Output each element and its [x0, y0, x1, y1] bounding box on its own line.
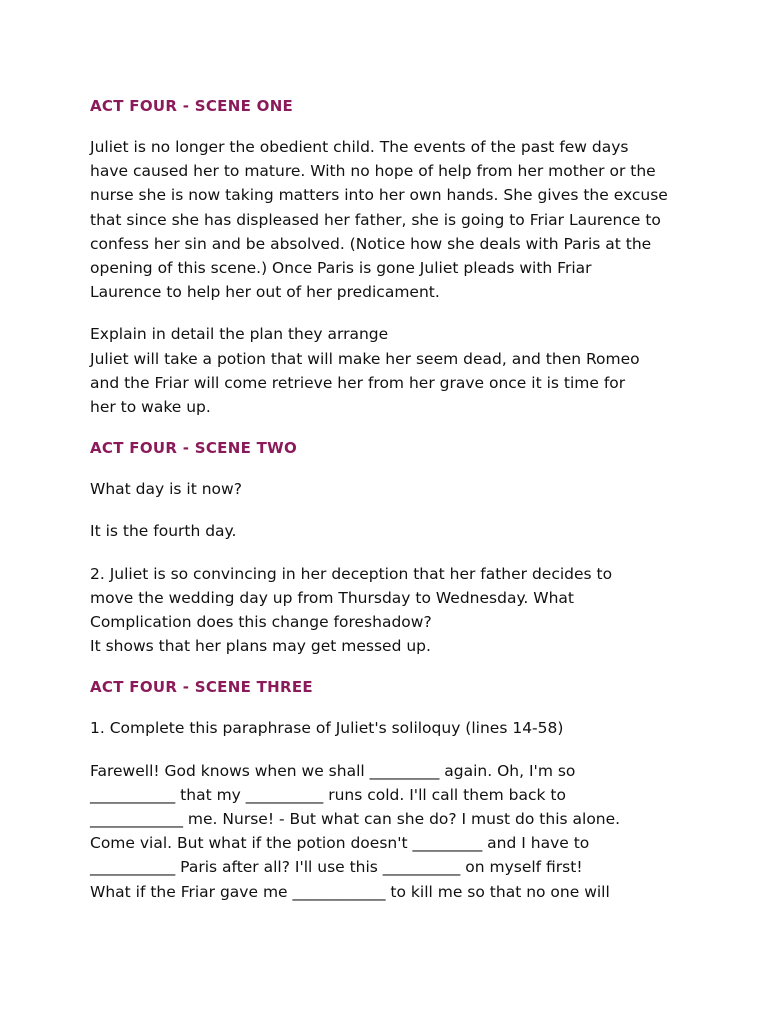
document-page: [90, 94, 690, 904]
act4-scene1-answer: Juliet will take a potion that will make her seem dead, and then Romeo and the Friar will come retrieve her from her grave once it is time for her to wake up.: [90, 349, 640, 417]
act4-scene1-heading: ACT FOUR - SCENE ONE: [90, 97, 294, 115]
act4-scene3-paraphrase: Farewell! God knows when we shall _________ again. Oh, I'm so ___________ that my __________ runs cold. I'll call them back to ____________ me. Nurse! - But what can she do? I must do this alone. Come vial. But what if the potion doesn't _________ and I have to ___________ Paris after all? I'll use this __________ on myself first! What if the Friar gave me ____________ to kill me so that no one will: [90, 761, 621, 901]
act4-scene1-summary: Juliet is no longer the obedient child. The events of the past few days have caused her to mature. With no hope of help from her mother or the nurse she is now taking matters into her own hands. She gives the excuse that since she has displeased her father, she is going to Friar Laurence to confess her sin and be absolved. (Notice how she deals with Paris at the opening of this scene.) Once Paris is gone Juliet pleads with Friar Laurence to help her out of her predicament.: [90, 138, 668, 302]
act4-scene1-question: Explain in detail the plan they arrange: [90, 325, 389, 344]
act4-scene2-heading: ACT FOUR - SCENE TWO: [90, 439, 298, 458]
act4-scene3-heading: ACT FOUR - SCENE THREE: [90, 678, 313, 697]
act4-scene2-answer1: It is the fourth day.: [90, 522, 237, 541]
act4-scene2-question2: 2. Juliet is so convincing in her deception that her father decides to move the wedding day up from Thursday to Wednesday. What Complication does this change foreshadow?: [90, 564, 613, 632]
act4-scene3-instruction: 1. Complete this paraphrase of Juliet's soliloquy (lines 14-58): [90, 719, 564, 738]
act4-scene2-answer2: It shows that her plans may get messed up.: [90, 637, 431, 656]
act4-scene2-question1: What day is it now?: [90, 480, 242, 499]
